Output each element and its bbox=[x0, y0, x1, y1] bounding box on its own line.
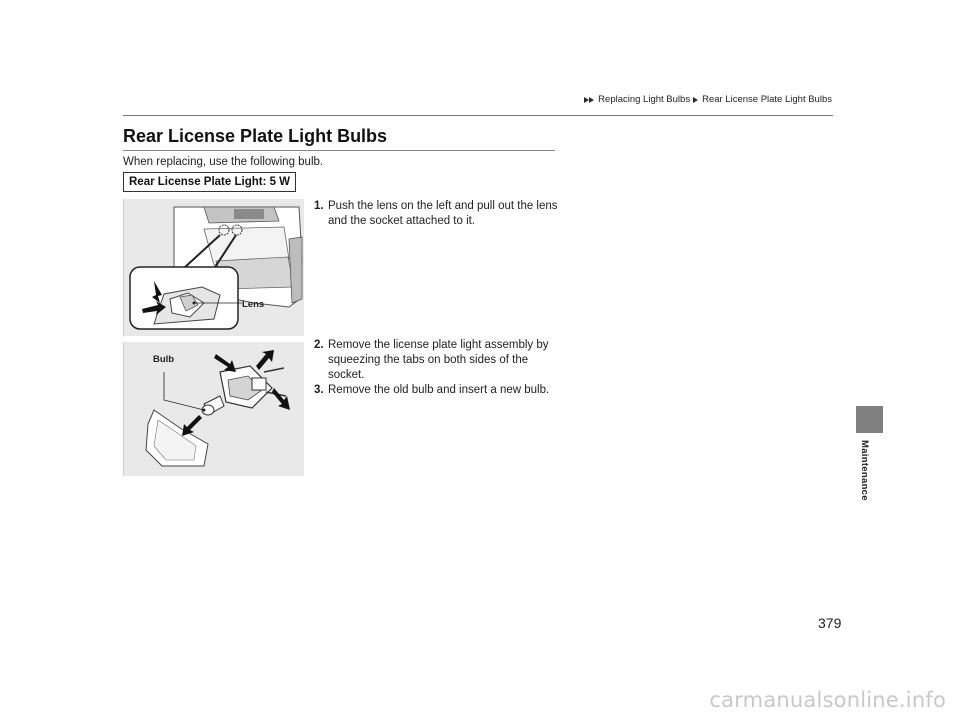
steps-group-1 bbox=[314, 199, 559, 229]
bulb-removal-figure bbox=[123, 342, 304, 476]
step-number: 3. bbox=[314, 384, 324, 396]
step-text: Remove the license plate light assembly by squeezing the tabs on both sides of the socket. bbox=[328, 339, 549, 381]
step-3 bbox=[314, 383, 559, 398]
step-text: Push the lens on the left and pull out the lens and the socket attached to it. bbox=[328, 200, 558, 227]
lens-label: Lens bbox=[242, 299, 265, 310]
step-2 bbox=[314, 338, 559, 383]
bulb-spec-box: Rear License Plate Light: 5 W bbox=[123, 172, 296, 192]
double-arrow-icon bbox=[584, 97, 594, 103]
watermark: carmanualsonline.info bbox=[709, 688, 946, 712]
steps-group-2 bbox=[314, 338, 559, 398]
step-1 bbox=[314, 199, 559, 229]
title-divider bbox=[123, 150, 555, 151]
step-number: 1. bbox=[314, 200, 324, 212]
page-number: 379 bbox=[818, 615, 842, 631]
breadcrumb bbox=[584, 94, 832, 105]
car-rear-illustration bbox=[124, 199, 304, 336]
page-title: Rear License Plate Light Bulbs bbox=[123, 126, 388, 146]
header-divider bbox=[123, 115, 833, 116]
lens-removal-figure bbox=[123, 199, 304, 336]
bulb-label: Bulb bbox=[153, 354, 175, 365]
breadcrumb-item[interactable]: Rear License Plate Light Bulbs bbox=[702, 94, 832, 105]
step-text: Remove the old bulb and insert a new bulb. bbox=[328, 384, 550, 396]
socket-bulb-illustration bbox=[124, 342, 304, 476]
breadcrumb-item[interactable]: Replacing Light Bulbs bbox=[598, 94, 691, 105]
chapter-tab-label: Maintenance bbox=[859, 440, 870, 501]
intro-text: When replacing, use the following bulb. bbox=[123, 156, 324, 168]
arrow-icon bbox=[693, 97, 698, 103]
chapter-tab[interactable] bbox=[856, 406, 883, 433]
step-number: 2. bbox=[314, 339, 324, 351]
